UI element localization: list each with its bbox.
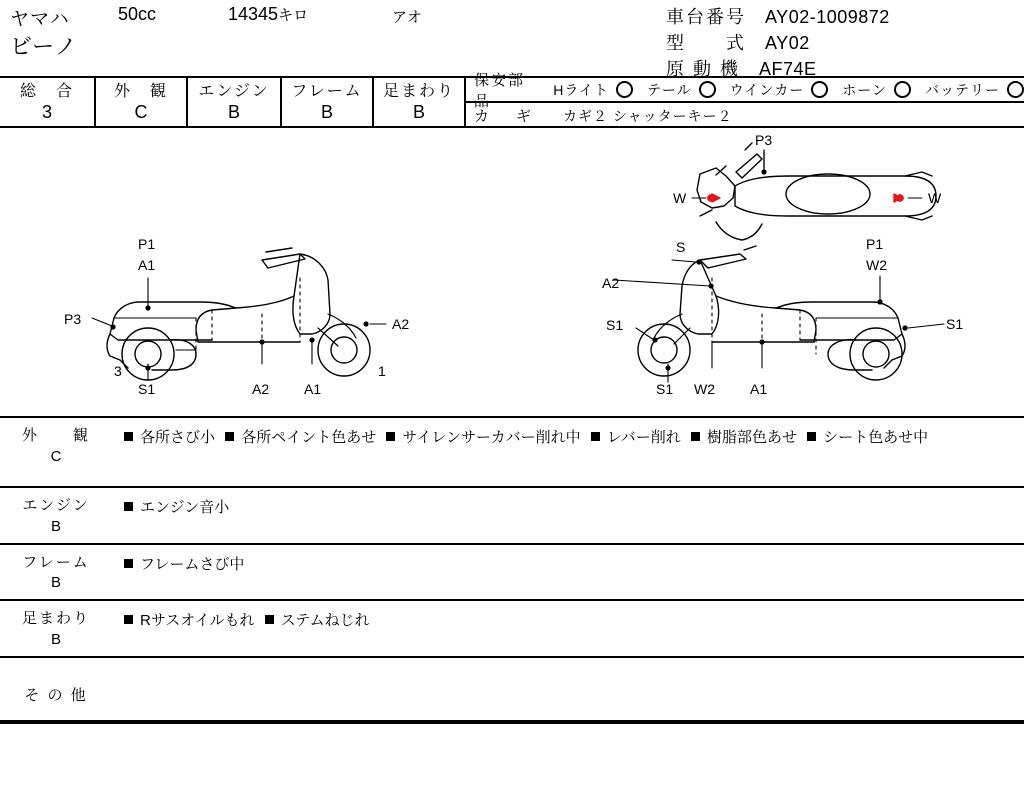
safety-item-taillight — [647, 80, 716, 100]
list-item-label: フレームさび中 — [140, 555, 245, 573]
damage-diagram — [0, 128, 1024, 418]
type-label: 型 式 — [666, 33, 746, 53]
remarks-row-frame — [0, 545, 1024, 602]
remarks-label-exterior — [0, 418, 112, 486]
maker-name: ヤマハ — [10, 9, 70, 30]
grade-frame — [282, 78, 374, 126]
circle-ok-icon — [616, 81, 633, 98]
grade-engine-value: B — [227, 101, 240, 122]
list-item — [225, 427, 376, 450]
remarks-label-suspension — [0, 601, 112, 656]
key-value: カギ２ シャッターキー２ — [563, 107, 733, 124]
bullet-square-icon — [691, 432, 700, 441]
type-row — [666, 29, 810, 55]
remarks-row-engine — [0, 488, 1024, 545]
bullet-square-icon — [265, 615, 274, 624]
list-item — [124, 610, 254, 633]
label-P1-left: P1 — [138, 236, 156, 252]
diagram-svg — [0, 128, 1024, 416]
circle-ok-icon — [811, 81, 828, 98]
circle-ok-icon — [1007, 81, 1024, 98]
diagram-top-view — [697, 143, 936, 240]
list-item — [265, 610, 370, 633]
label-S1-left-upper: S1 — [606, 317, 624, 333]
safety-item-battery-label: バッテリー — [925, 81, 1000, 98]
safety-parts-label: 保安部品 — [474, 71, 526, 110]
sheet-header — [0, 0, 1024, 79]
list-item — [591, 427, 681, 450]
bullet-square-icon — [124, 502, 133, 511]
label-W-left: W — [673, 190, 687, 206]
label-P3-left: P3 — [64, 311, 82, 327]
grade-exterior — [96, 78, 188, 126]
header-left — [0, 0, 466, 76]
engine-value: AF74E — [759, 59, 817, 79]
label-A2-bottom: A2 — [252, 381, 270, 397]
remarks-table — [0, 418, 1024, 786]
diagram-top-view-marks — [708, 194, 903, 202]
safety-item-taillight-label: テール — [646, 81, 692, 98]
remarks-label-frame — [0, 545, 112, 600]
frame-number-label: 車台番号 — [666, 7, 746, 27]
list-item — [691, 427, 797, 450]
list-item-label: 樹脂部色あせ — [706, 429, 797, 446]
list-item-label: レバー削れ — [606, 429, 681, 446]
grade-engine-label: エンジン — [198, 82, 270, 100]
label-W-right: W — [928, 190, 942, 206]
remarks-label-frame-text: フレーム — [22, 553, 90, 571]
safety-item-battery — [925, 80, 1024, 100]
key-label: カ ギ — [474, 108, 538, 125]
list-item — [386, 427, 580, 450]
label-W2-right: W2 — [866, 257, 887, 273]
bullet-square-icon — [807, 432, 816, 441]
label-A1-right-view: A1 — [750, 381, 768, 397]
list-item — [124, 497, 229, 520]
label-3-left: 3 — [114, 363, 122, 379]
remarks-items-exterior — [112, 418, 1024, 486]
list-item — [124, 427, 215, 450]
grade-bar — [0, 71, 1024, 128]
engine-label: 原 動 機 — [666, 59, 741, 79]
displacement: 50cc — [118, 4, 157, 24]
bullet-square-icon — [124, 559, 133, 568]
remarks-items-suspension — [112, 601, 1024, 656]
label-S1-bottom: S1 — [656, 381, 674, 397]
key-row — [466, 103, 1024, 128]
safety-parts-row — [466, 71, 1024, 110]
grade-engine — [188, 78, 282, 126]
label-P1-right: P1 — [866, 236, 884, 252]
remarks-row-exterior — [0, 418, 1024, 488]
label-S1-far-right: S1 — [946, 316, 964, 332]
remarks-label-exterior-grade: C — [50, 447, 62, 465]
mileage — [228, 4, 308, 25]
frame-number-value: AY02-1009872 — [765, 7, 890, 27]
grade-suspension-value: B — [412, 101, 425, 122]
engine-row — [666, 55, 817, 81]
label-A2-right-view: A2 — [602, 275, 620, 291]
remarks-blank-row — [0, 722, 1024, 786]
list-item-label: 各所さび小 — [140, 429, 216, 446]
remarks-label-engine-grade: B — [50, 517, 61, 535]
grade-suspension — [374, 78, 466, 126]
label-W2-bottom: W2 — [694, 381, 715, 397]
label-1-left: 1 — [378, 363, 386, 379]
remarks-label-exterior-text: 外 観 — [21, 427, 90, 444]
bullet-square-icon — [124, 432, 133, 441]
label-P3-top: P3 — [755, 132, 773, 148]
safety-parts-block — [466, 71, 1024, 126]
remarks-row-suspension — [0, 601, 1024, 658]
safety-item-horn-label: ホーン — [842, 81, 887, 98]
frame-number-row — [666, 3, 890, 29]
grade-overall-value: 3 — [41, 101, 52, 122]
remarks-label-other-text: そ の 他 — [24, 686, 88, 704]
safety-item-headlight-label: Hライト — [553, 81, 609, 98]
remarks-label-other — [0, 658, 112, 720]
safety-item-winker — [730, 80, 829, 100]
list-item-label: サイレンサーカバー削れ中 — [402, 429, 581, 446]
label-A1-left: A1 — [138, 257, 156, 273]
remarks-label-suspension-grade: B — [50, 630, 61, 648]
list-item-label: エンジン音小 — [140, 499, 230, 516]
grade-frame-label: フレーム — [291, 82, 363, 100]
mileage-value: 14345 — [228, 4, 279, 24]
bullet-square-icon — [124, 615, 133, 624]
list-item-label: シート色あせ中 — [823, 429, 929, 446]
header-right — [466, 0, 1024, 79]
label-A2-right: A2 — [392, 316, 410, 332]
list-item — [124, 554, 244, 577]
model-name: ビーノ — [10, 34, 78, 59]
circle-ok-icon — [894, 81, 911, 98]
grade-frame-value: B — [320, 101, 333, 122]
diagram-right-view — [638, 246, 905, 380]
body-color: アオ — [392, 9, 422, 26]
grade-suspension-label: 足まわり — [382, 82, 455, 100]
mileage-unit: キロ — [278, 7, 309, 24]
type-value: AY02 — [765, 33, 810, 53]
remarks-label-engine-text: エンジン — [22, 497, 90, 514]
label-S-right: S — [676, 239, 686, 255]
bullet-square-icon — [591, 432, 600, 441]
bullet-square-icon — [225, 432, 234, 441]
grade-overall-label: 総 合 — [19, 82, 74, 100]
label-A1-bottom: A1 — [304, 381, 322, 397]
remarks-items-frame — [112, 545, 1024, 600]
grade-exterior-value: C — [134, 101, 148, 122]
grade-exterior-label: 外 観 — [113, 82, 168, 100]
list-item-label: Rサスオイルもれ — [140, 612, 255, 629]
list-item — [807, 427, 928, 450]
circle-ok-icon — [699, 81, 716, 98]
bullet-square-icon — [386, 432, 395, 441]
remarks-label-suspension-text: 足まわり — [21, 610, 90, 627]
safety-item-winker-label: ウインカー — [729, 81, 805, 98]
remarks-items-engine — [112, 488, 1024, 543]
label-S1-left: S1 — [138, 381, 156, 397]
remarks-row-other — [0, 658, 1024, 722]
remarks-label-engine — [0, 488, 112, 543]
safety-item-headlight — [553, 80, 633, 100]
grade-overall — [0, 78, 96, 126]
remarks-label-frame-grade: B — [50, 574, 61, 591]
list-item-label: ステムねじれ — [280, 612, 370, 629]
safety-item-horn — [842, 80, 911, 100]
list-item-label: 各所ペイント色あせ — [241, 429, 377, 446]
remarks-items-other — [112, 658, 1024, 720]
